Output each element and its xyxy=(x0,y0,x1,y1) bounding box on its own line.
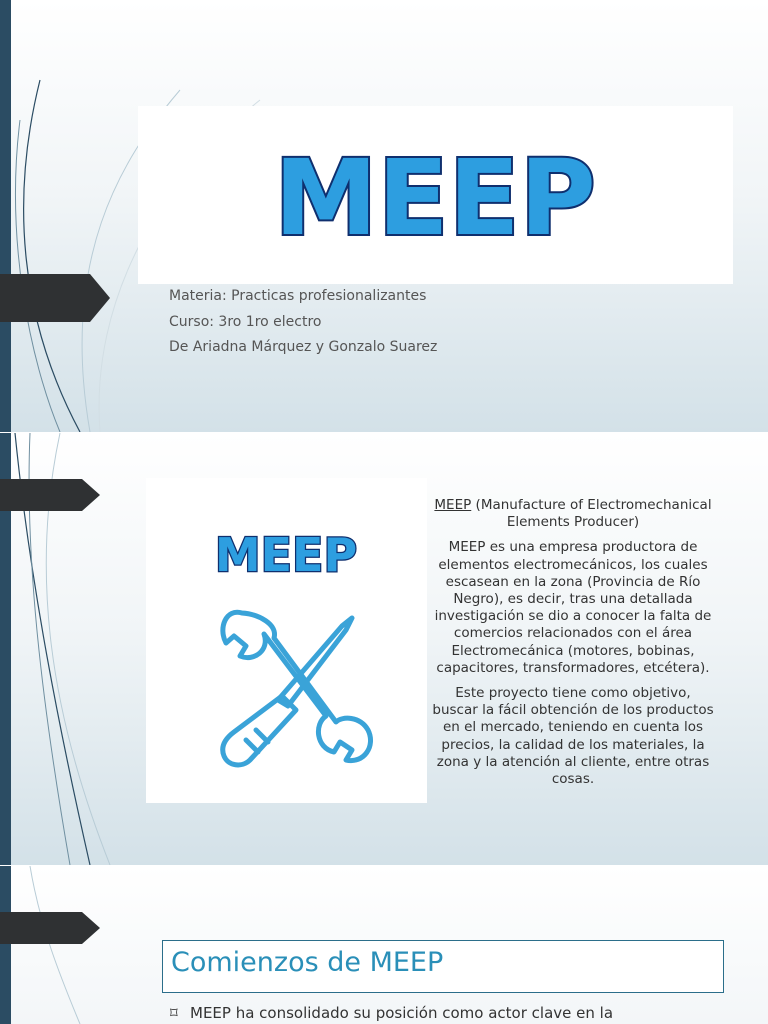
company-paragraph: MEEP es una empresa productora de elementos electromecánicos, los cuales escasean en la zona (Provincia de Río Negro), es decir, tras una detallada investigación se dio a conocer la falta de comercios relacionados con el área Electromecánica (motores, bobinas, capacitores, transformadores, etcétera). xyxy=(434,539,712,676)
logo-tools-box xyxy=(146,478,427,803)
logo-text-small: MEEP xyxy=(214,528,358,582)
logo-tools-graphic xyxy=(146,478,427,803)
section-tab xyxy=(0,471,110,519)
meep-expansion: (Manufacture of Electromechanical Elements Producer) xyxy=(471,497,712,531)
section-tab xyxy=(0,904,110,952)
bullet-icon: ⌑ xyxy=(170,1004,178,1022)
slide-1 xyxy=(0,0,768,432)
intro-paragraph xyxy=(431,497,715,531)
course-line: Curso: 3ro 1ro electro xyxy=(169,313,322,330)
meep-term: MEEP xyxy=(434,497,472,513)
description-text xyxy=(431,497,715,796)
subject-line: Materia: Practicas profesionalizantes xyxy=(169,288,427,304)
logo-box xyxy=(138,106,733,284)
slide-title: Comienzos de MEEP xyxy=(171,947,444,978)
bullet-text: MEEP ha consolidado su posición como actor clave en la xyxy=(190,1004,614,1022)
slide-title-box xyxy=(162,940,724,993)
meep-logo xyxy=(138,106,733,284)
logo-text: MEEP xyxy=(274,137,596,259)
authors-line: De Ariadna Márquez y Gonzalo Suarez xyxy=(169,339,438,355)
objective-paragraph: Este proyecto tiene como objetivo, buscar la fácil obtención de los productos en el mercado, teniendo en cuenta los precios, la calidad de los materiales, la zona y la atención al cliente, entre otras cosas. xyxy=(432,685,714,788)
bullet-item xyxy=(170,1004,613,1022)
left-accent-bar xyxy=(0,0,11,432)
subtitle-block xyxy=(169,284,437,361)
section-tab xyxy=(0,274,110,322)
